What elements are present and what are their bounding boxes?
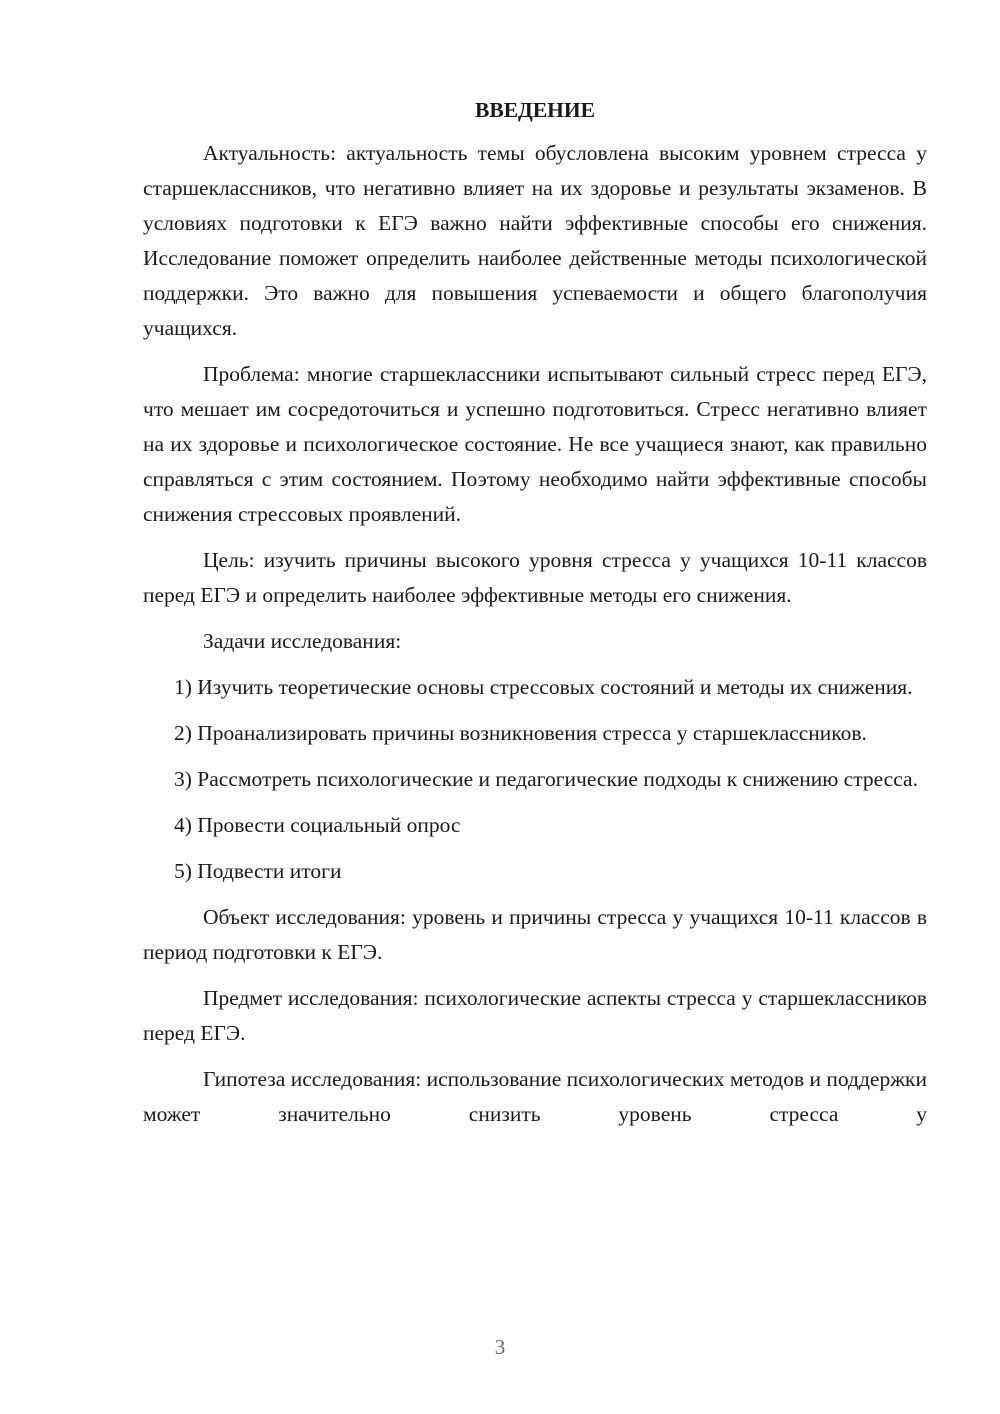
task-item-4: 4) Провести социальный опрос	[174, 813, 461, 837]
task-item-3: 3) Рассмотреть психологические и педагогические подходы к снижению стресса.	[174, 767, 918, 791]
goal-paragraph: Цель: изучить причины высокого уровня стресса у учащихся 10-11 классов перед ЕГЭ и определить наиболее эффективные методы его снижения.	[143, 548, 927, 607]
tasks-heading: Задачи исследования:	[203, 629, 402, 653]
section-title: ВВЕДЕНИЕ	[475, 98, 595, 122]
hypothesis-paragraph: Гипотеза исследования: использование психологических методов и поддержки может значительно снизить уровень стресса у	[143, 1067, 928, 1126]
task-item-2: 2) Проанализировать причины возникновения стресса у старшеклассников.	[174, 721, 867, 745]
page-number: 3	[494, 1335, 506, 1359]
relevance-paragraph: Актуальность: актуальность темы обусловлена высоким уровнем стресса у старшеклассников, что негативно влияет на их здоровье и результаты экзаменов. В условиях подготовки к ЕГЭ важно найти эффективные способы его снижения. Исследование поможет определить наиболее действенные методы психологической поддержки. Это важно для повышения успеваемости и общего благополучия учащихся.	[143, 141, 927, 340]
task-item-1: 1) Изучить теоретические основы стрессовых состояний и методы их снижения.	[174, 675, 913, 699]
document-page	[143, 96, 927, 1143]
subject-paragraph: Предмет исследования: психологические аспекты стресса у старшеклассников перед ЕГЭ.	[143, 986, 927, 1045]
task-item-5: 5) Подвести итоги	[174, 859, 342, 883]
object-paragraph: Объект исследования: уровень и причины стресса у учащихся 10-11 классов в период подготовки к ЕГЭ.	[143, 905, 927, 964]
problem-paragraph: Проблема: многие старшеклассники испытывают сильный стресс перед ЕГЭ, что мешает им сосредоточиться и успешно подготовиться. Стресс негативно влияет на их здоровье и психологическое состояние. Не все учащиеся знают, как правильно справляться с этим состоянием. Поэтому необходимо найти эффективные способы снижения стрессовых проявлений.	[143, 362, 927, 526]
